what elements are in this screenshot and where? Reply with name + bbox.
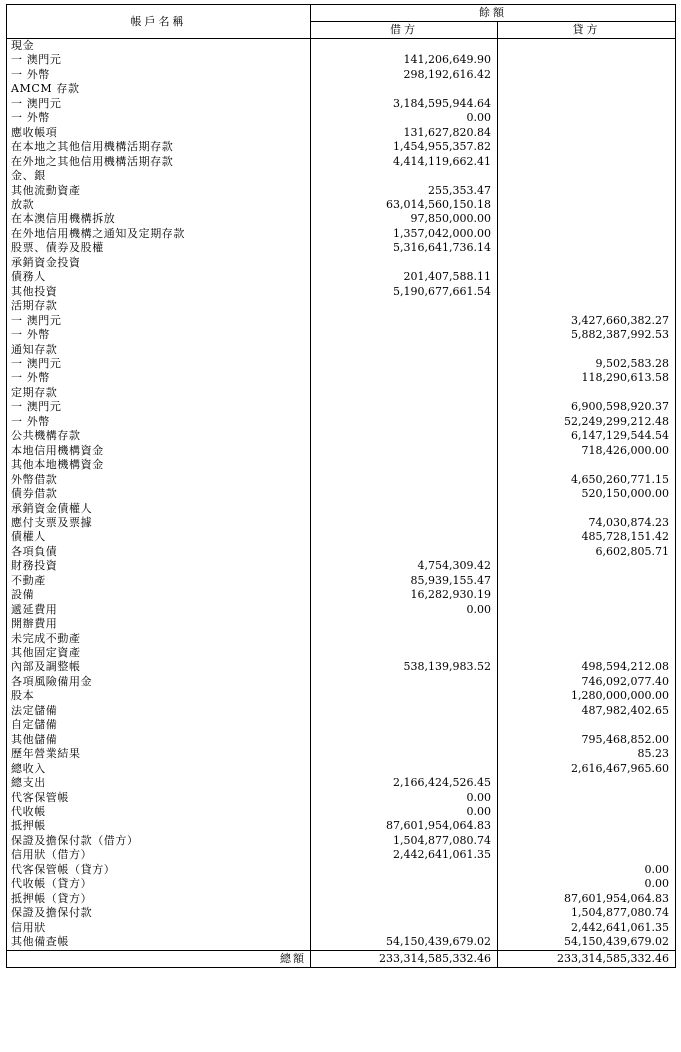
total-label: 總額 xyxy=(7,950,311,967)
debit-cell xyxy=(311,718,498,732)
account-name-cell: 股票、債券及股權 xyxy=(7,241,311,255)
credit-cell xyxy=(498,227,676,241)
table-row xyxy=(7,53,676,67)
account-name-cell: 歷年營業結果 xyxy=(7,747,311,761)
table-row xyxy=(7,285,676,299)
table-row xyxy=(7,241,676,255)
account-name-cell: 抵押帳（貸方） xyxy=(7,892,311,906)
debit-cell xyxy=(311,689,498,703)
table-row xyxy=(7,733,676,747)
table-row xyxy=(7,762,676,776)
debit-cell xyxy=(311,762,498,776)
credit-cell xyxy=(498,39,676,54)
account-name-cell: 未完成不動產 xyxy=(7,632,311,646)
table-row xyxy=(7,516,676,530)
debit-cell: 1,504,877,080.74 xyxy=(311,834,498,848)
credit-cell: 6,602,805.71 xyxy=(498,545,676,559)
account-name-cell: 設備 xyxy=(7,588,311,602)
credit-cell: 118,290,613.58 xyxy=(498,371,676,385)
table-row xyxy=(7,169,676,183)
credit-cell: 52,249,299,212.48 xyxy=(498,415,676,429)
debit-cell xyxy=(311,82,498,96)
table-row xyxy=(7,111,676,125)
debit-cell: 87,601,954,064.83 xyxy=(311,819,498,833)
account-name-cell: 自定儲備 xyxy=(7,718,311,732)
credit-cell xyxy=(498,256,676,270)
credit-cell: 5,882,387,992.53 xyxy=(498,328,676,342)
table-row xyxy=(7,184,676,198)
debit-cell: 131,627,820.84 xyxy=(311,126,498,140)
account-name-cell: 開辦費用 xyxy=(7,617,311,631)
account-name-cell: 其他備查帳 xyxy=(7,935,311,950)
debit-cell: 2,442,641,061.35 xyxy=(311,848,498,862)
table-row xyxy=(7,429,676,443)
credit-cell: 520,150,000.00 xyxy=(498,487,676,501)
account-name-cell: 代收帳 xyxy=(7,805,311,819)
credit-cell: 54,150,439,679.02 xyxy=(498,935,676,950)
table-row xyxy=(7,444,676,458)
table-row xyxy=(7,227,676,241)
debit-cell: 0.00 xyxy=(311,603,498,617)
debit-cell xyxy=(311,892,498,906)
table-row xyxy=(7,39,676,54)
debit-cell: 97,850,000.00 xyxy=(311,212,498,226)
account-name-cell: 應收帳項 xyxy=(7,126,311,140)
debit-cell: 4,754,309.42 xyxy=(311,559,498,573)
account-name-cell: 放款 xyxy=(7,198,311,212)
table-row xyxy=(7,357,676,371)
account-name-cell: 外幣借款 xyxy=(7,473,311,487)
debit-cell xyxy=(311,429,498,443)
credit-cell xyxy=(498,791,676,805)
credit-cell: 0.00 xyxy=(498,863,676,877)
credit-cell: 718,426,000.00 xyxy=(498,444,676,458)
credit-cell: 4,650,260,771.15 xyxy=(498,473,676,487)
credit-cell: 2,442,641,061.35 xyxy=(498,921,676,935)
account-name-cell: 債券借款 xyxy=(7,487,311,501)
table-row xyxy=(7,155,676,169)
debit-cell: 0.00 xyxy=(311,805,498,819)
table-row xyxy=(7,689,676,703)
debit-cell xyxy=(311,299,498,313)
account-name-cell: 其他流動資產 xyxy=(7,184,311,198)
account-name-cell: 債權人 xyxy=(7,530,311,544)
debit-cell xyxy=(311,733,498,747)
total-row xyxy=(7,950,676,967)
table-row xyxy=(7,747,676,761)
debit-cell xyxy=(311,530,498,544)
account-name-cell: 定期存款 xyxy=(7,386,311,400)
total-credit: 233,314,585,332.46 xyxy=(498,950,676,967)
debit-cell xyxy=(311,487,498,501)
credit-cell xyxy=(498,97,676,111)
credit-cell xyxy=(498,603,676,617)
total-debit: 233,314,585,332.46 xyxy=(311,950,498,967)
table-row xyxy=(7,935,676,950)
debit-cell xyxy=(311,646,498,660)
table-row xyxy=(7,473,676,487)
account-name-cell: 其他固定資產 xyxy=(7,646,311,660)
debit-cell xyxy=(311,877,498,891)
credit-cell xyxy=(498,169,676,183)
debit-cell: 1,357,042,000.00 xyxy=(311,227,498,241)
table-row xyxy=(7,921,676,935)
table-row xyxy=(7,848,676,862)
account-name-cell: 不動產 xyxy=(7,574,311,588)
table-row xyxy=(7,487,676,501)
debit-cell: 1,454,955,357.82 xyxy=(311,140,498,154)
account-name-cell: 總支出 xyxy=(7,776,311,790)
account-name-cell: 一 外幣 xyxy=(7,111,311,125)
table-row xyxy=(7,805,676,819)
table-row xyxy=(7,646,676,660)
account-name-cell: 本地信用機構資金 xyxy=(7,444,311,458)
table-row xyxy=(7,834,676,848)
table-row xyxy=(7,776,676,790)
table-row xyxy=(7,386,676,400)
credit-cell xyxy=(498,285,676,299)
debit-cell xyxy=(311,415,498,429)
table-row xyxy=(7,588,676,602)
debit-cell: 5,190,677,661.54 xyxy=(311,285,498,299)
credit-cell xyxy=(498,155,676,169)
debit-cell: 141,206,649.90 xyxy=(311,53,498,67)
table-body xyxy=(7,39,676,951)
table-row xyxy=(7,660,676,674)
credit-cell xyxy=(498,819,676,833)
account-name-cell: 其他儲備 xyxy=(7,733,311,747)
account-name-cell: 現金 xyxy=(7,39,311,54)
table-row xyxy=(7,140,676,154)
credit-cell: 795,468,852.00 xyxy=(498,733,676,747)
credit-cell: 85.23 xyxy=(498,747,676,761)
credit-cell: 2,616,467,965.60 xyxy=(498,762,676,776)
credit-cell xyxy=(498,126,676,140)
trial-balance-sheet xyxy=(6,4,675,968)
table-row xyxy=(7,906,676,920)
account-name-cell: 各項風險備用金 xyxy=(7,675,311,689)
account-name-cell: 一 澳門元 xyxy=(7,357,311,371)
credit-cell xyxy=(498,834,676,848)
debit-cell xyxy=(311,545,498,559)
table-row xyxy=(7,632,676,646)
credit-cell xyxy=(498,848,676,862)
debit-cell: 63,014,560,150.18 xyxy=(311,198,498,212)
account-name-cell: 一 澳門元 xyxy=(7,400,311,414)
debit-cell xyxy=(311,256,498,270)
account-name-cell: 代收帳（貸方） xyxy=(7,877,311,891)
credit-cell xyxy=(498,718,676,732)
account-name-cell: 保證及擔保付款（借方） xyxy=(7,834,311,848)
debit-cell xyxy=(311,357,498,371)
account-name-cell: 承銷資金投資 xyxy=(7,256,311,270)
table-row xyxy=(7,314,676,328)
credit-cell: 487,982,402.65 xyxy=(498,704,676,718)
credit-cell xyxy=(498,386,676,400)
table-row xyxy=(7,343,676,357)
table-row xyxy=(7,270,676,284)
account-name-cell: 在外地信用機構之通知及定期存款 xyxy=(7,227,311,241)
credit-cell: 9,502,583.28 xyxy=(498,357,676,371)
account-name-cell: 在外地之其他信用機構活期存款 xyxy=(7,155,311,169)
account-name-cell: 活期存款 xyxy=(7,299,311,313)
debit-cell xyxy=(311,617,498,631)
credit-cell xyxy=(498,805,676,819)
credit-cell: 6,900,598,920.37 xyxy=(498,400,676,414)
table-row xyxy=(7,675,676,689)
credit-cell xyxy=(498,270,676,284)
credit-cell: 87,601,954,064.83 xyxy=(498,892,676,906)
credit-header: 貸方 xyxy=(498,22,676,39)
table-row xyxy=(7,328,676,342)
debit-cell xyxy=(311,343,498,357)
table-row xyxy=(7,256,676,270)
trial-balance-table xyxy=(6,4,676,968)
table-row xyxy=(7,892,676,906)
account-name-cell: 在本地之其他信用機構活期存款 xyxy=(7,140,311,154)
debit-cell: 538,139,983.52 xyxy=(311,660,498,674)
debit-cell: 5,316,641,736.14 xyxy=(311,241,498,255)
account-name-cell: 金、銀 xyxy=(7,169,311,183)
debit-cell: 201,407,588.11 xyxy=(311,270,498,284)
debit-cell xyxy=(311,921,498,935)
balance-header: 餘額 xyxy=(311,5,676,22)
account-name-cell: 通知存款 xyxy=(7,343,311,357)
table-row xyxy=(7,559,676,573)
account-name-cell: 一 外幣 xyxy=(7,415,311,429)
credit-cell xyxy=(498,574,676,588)
account-name-cell: 保證及擔保付款 xyxy=(7,906,311,920)
debit-cell: 0.00 xyxy=(311,111,498,125)
debit-cell xyxy=(311,444,498,458)
table-row xyxy=(7,299,676,313)
table-row xyxy=(7,82,676,96)
account-name-cell: 信用狀（借方） xyxy=(7,848,311,862)
table-row xyxy=(7,574,676,588)
table-row xyxy=(7,126,676,140)
debit-cell xyxy=(311,473,498,487)
credit-cell xyxy=(498,212,676,226)
account-name-cell: 總收入 xyxy=(7,762,311,776)
table-row xyxy=(7,704,676,718)
account-name-cell: 應付支票及票據 xyxy=(7,516,311,530)
table-header xyxy=(7,5,676,39)
table-row xyxy=(7,400,676,414)
table-row xyxy=(7,415,676,429)
debit-cell: 4,414,119,662.41 xyxy=(311,155,498,169)
debit-cell xyxy=(311,371,498,385)
account-name-cell: 股本 xyxy=(7,689,311,703)
account-name-cell: 代客保管帳 xyxy=(7,791,311,805)
debit-cell xyxy=(311,675,498,689)
debit-cell xyxy=(311,314,498,328)
account-name-cell: 一 澳門元 xyxy=(7,314,311,328)
debit-cell xyxy=(311,747,498,761)
table-row xyxy=(7,603,676,617)
credit-cell xyxy=(498,588,676,602)
table-row xyxy=(7,617,676,631)
account-name-cell: 在本澳信用機構拆放 xyxy=(7,212,311,226)
debit-cell xyxy=(311,328,498,342)
credit-cell xyxy=(498,646,676,660)
credit-cell xyxy=(498,502,676,516)
debit-cell: 2,166,424,526.45 xyxy=(311,776,498,790)
account-name-cell: 遞延費用 xyxy=(7,603,311,617)
debit-cell xyxy=(311,906,498,920)
table-row xyxy=(7,68,676,82)
credit-cell xyxy=(498,241,676,255)
table-row xyxy=(7,458,676,472)
credit-cell: 0.00 xyxy=(498,877,676,891)
credit-cell xyxy=(498,198,676,212)
account-name-cell: 一 外幣 xyxy=(7,371,311,385)
account-name-header: 帳戶名稱 xyxy=(7,5,311,39)
account-name-cell: 其他投資 xyxy=(7,285,311,299)
credit-cell xyxy=(498,617,676,631)
debit-cell xyxy=(311,632,498,646)
credit-cell xyxy=(498,299,676,313)
table-row xyxy=(7,212,676,226)
credit-cell: 1,280,000,000.00 xyxy=(498,689,676,703)
debit-cell xyxy=(311,39,498,54)
table-row xyxy=(7,502,676,516)
credit-cell xyxy=(498,184,676,198)
credit-cell xyxy=(498,776,676,790)
account-name-cell: AMCM 存款 xyxy=(7,82,311,96)
debit-cell xyxy=(311,169,498,183)
table-row xyxy=(7,819,676,833)
credit-cell xyxy=(498,632,676,646)
account-name-cell: 抵押帳 xyxy=(7,819,311,833)
debit-cell xyxy=(311,400,498,414)
debit-header: 借方 xyxy=(311,22,498,39)
account-name-cell: 一 外幣 xyxy=(7,328,311,342)
debit-cell: 16,282,930.19 xyxy=(311,588,498,602)
table-row xyxy=(7,791,676,805)
credit-cell xyxy=(498,111,676,125)
credit-cell xyxy=(498,82,676,96)
credit-cell xyxy=(498,343,676,357)
credit-cell: 498,594,212.08 xyxy=(498,660,676,674)
table-row xyxy=(7,545,676,559)
debit-cell: 298,192,616.42 xyxy=(311,68,498,82)
credit-cell: 74,030,874.23 xyxy=(498,516,676,530)
account-name-cell: 一 澳門元 xyxy=(7,53,311,67)
account-name-cell: 一 外幣 xyxy=(7,68,311,82)
table-row xyxy=(7,877,676,891)
debit-cell xyxy=(311,863,498,877)
debit-cell xyxy=(311,704,498,718)
table-footer xyxy=(7,950,676,967)
debit-cell: 85,939,155.47 xyxy=(311,574,498,588)
table-row xyxy=(7,97,676,111)
debit-cell: 255,353.47 xyxy=(311,184,498,198)
credit-cell: 1,504,877,080.74 xyxy=(498,906,676,920)
account-name-cell: 債務人 xyxy=(7,270,311,284)
debit-cell xyxy=(311,502,498,516)
table-row xyxy=(7,198,676,212)
credit-cell: 3,427,660,382.27 xyxy=(498,314,676,328)
debit-cell: 54,150,439,679.02 xyxy=(311,935,498,950)
account-name-cell: 一 澳門元 xyxy=(7,97,311,111)
credit-cell: 746,092,077.40 xyxy=(498,675,676,689)
credit-cell xyxy=(498,53,676,67)
account-name-cell: 財務投資 xyxy=(7,559,311,573)
table-row xyxy=(7,530,676,544)
account-name-cell: 各項負債 xyxy=(7,545,311,559)
debit-cell xyxy=(311,386,498,400)
debit-cell: 0.00 xyxy=(311,791,498,805)
credit-cell xyxy=(498,140,676,154)
credit-cell xyxy=(498,458,676,472)
account-name-cell: 內部及調整帳 xyxy=(7,660,311,674)
account-name-cell: 承銷資金債權人 xyxy=(7,502,311,516)
debit-cell: 3,184,595,944.64 xyxy=(311,97,498,111)
account-name-cell: 公共機構存款 xyxy=(7,429,311,443)
credit-cell xyxy=(498,559,676,573)
credit-cell: 6,147,129,544.54 xyxy=(498,429,676,443)
table-row xyxy=(7,718,676,732)
credit-cell: 485,728,151.42 xyxy=(498,530,676,544)
debit-cell xyxy=(311,516,498,530)
account-name-cell: 法定儲備 xyxy=(7,704,311,718)
debit-cell xyxy=(311,458,498,472)
account-name-cell: 其他本地機構資金 xyxy=(7,458,311,472)
table-row xyxy=(7,863,676,877)
account-name-cell: 信用狀 xyxy=(7,921,311,935)
account-name-cell: 代客保管帳（貸方） xyxy=(7,863,311,877)
table-row xyxy=(7,371,676,385)
credit-cell xyxy=(498,68,676,82)
